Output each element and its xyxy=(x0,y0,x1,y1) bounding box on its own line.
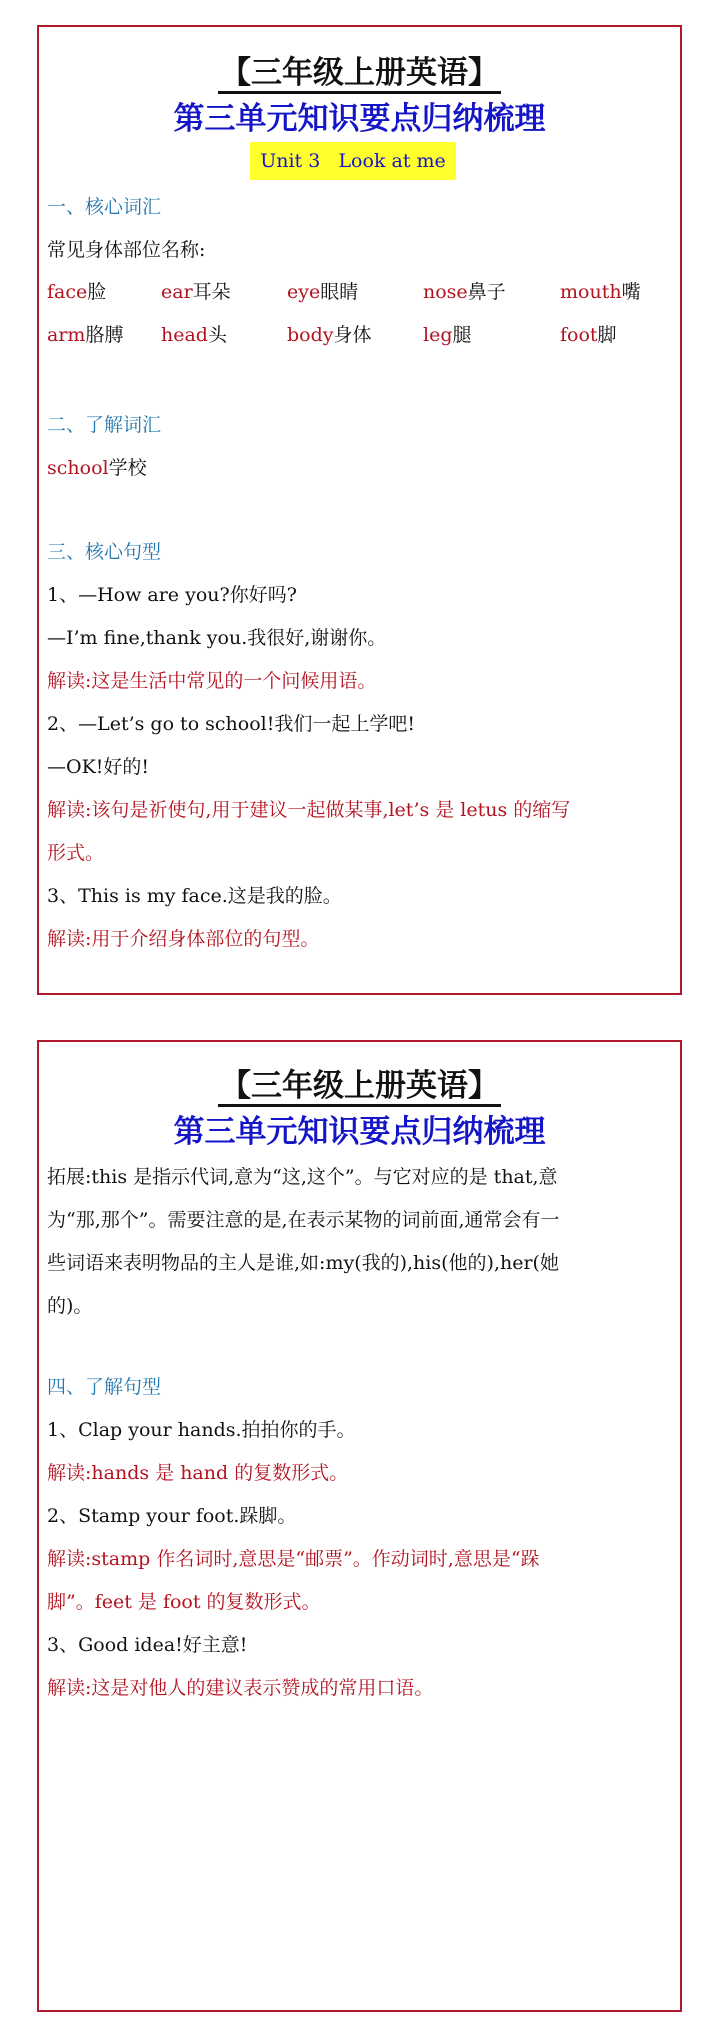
vocab-item: face脸 xyxy=(47,281,107,303)
vocab-intro: 常见身体部位名称: xyxy=(47,239,206,261)
section-heading-extra-sentences: 四、了解句型 xyxy=(47,1376,162,1398)
unit-badge: Unit 3 Look at me xyxy=(250,142,456,180)
card-title: 【三年级上册英语】 xyxy=(39,47,680,92)
sentence-line: 2、—Let’s go to school!我们一起上学吧! xyxy=(47,713,416,735)
vocab-item: head头 xyxy=(161,324,227,346)
sentence-line: —I’m fine,thank you.我很好,谢谢你。 xyxy=(47,627,387,649)
expand-line: 的)。 xyxy=(47,1295,93,1317)
sentence-note: 解读:用于介绍身体部位的句型。 xyxy=(47,928,320,950)
vocab-item: arm胳膊 xyxy=(47,324,124,346)
expand-line: 为“那,那个”。需要注意的是,在表示某物的词前面,通常会有一 xyxy=(47,1209,560,1231)
vocab-item: body身体 xyxy=(287,324,372,346)
vocab-item: eye眼睛 xyxy=(287,281,359,303)
vocab-grid xyxy=(47,277,667,363)
vocab-item: ear耳朵 xyxy=(161,281,231,303)
sentence-note: 解读:stamp 作名词时,意思是“邮票”。作动词时,意思是“跺 xyxy=(47,1548,540,1570)
sentence-note: 解读:hands 是 hand 的复数形式。 xyxy=(47,1462,349,1484)
card-subtitle: 第三单元知识要点归纳梳理 xyxy=(173,101,546,137)
section-heading-core-vocab: 一、核心词汇 xyxy=(47,196,162,218)
vocab-item: nose鼻子 xyxy=(423,281,506,303)
vocab-row xyxy=(47,320,667,363)
sentence-note: 解读:这是对他人的建议表示赞成的常用口语。 xyxy=(47,1677,434,1699)
sentence-line: 1、—How are you?你好吗? xyxy=(47,584,297,606)
vocab-row xyxy=(47,277,667,320)
sentence-line: 1、Clap your hands.拍拍你的手。 xyxy=(47,1419,356,1441)
vocab-item: foot脚 xyxy=(560,324,617,346)
expand-line: 拓展:this 是指示代词,意为“这,这个”。与它对应的是 that,意 xyxy=(47,1166,558,1188)
vocab-item: leg腿 xyxy=(423,324,472,346)
card-subtitle: 第三单元知识要点归纳梳理 xyxy=(173,1114,546,1150)
sentence-note: 解读:该句是祈使句,用于建议一起做某事,let’s 是 letus 的缩写 xyxy=(47,799,571,821)
knowledge-card-1 xyxy=(37,25,682,995)
sentence-note: 脚”。feet 是 foot 的复数形式。 xyxy=(47,1591,321,1613)
sentence-line: 2、Stamp your foot.跺脚。 xyxy=(47,1505,297,1527)
vocab-item: mouth嘴 xyxy=(560,281,641,303)
sentence-note: 形式。 xyxy=(47,842,105,864)
sentence-note: 解读:这是生活中常见的一个问候用语。 xyxy=(47,670,377,692)
sentence-line: 3、Good idea!好主意! xyxy=(47,1634,248,1656)
section-heading-extra-vocab: 二、了解词汇 xyxy=(47,414,162,436)
sentence-line: —OK!好的! xyxy=(47,756,150,778)
section-heading-core-sentences: 三、核心句型 xyxy=(47,541,162,563)
sentence-line: 3、This is my face.这是我的脸。 xyxy=(47,885,342,907)
expand-line: 些词语来表明物品的主人是谁,如:my(我的),his(他的),her(她 xyxy=(47,1252,559,1274)
card-title: 【三年级上册英语】 xyxy=(39,1060,680,1105)
extra-vocab-item: school学校 xyxy=(47,457,147,479)
knowledge-card-2 xyxy=(37,1040,682,2012)
